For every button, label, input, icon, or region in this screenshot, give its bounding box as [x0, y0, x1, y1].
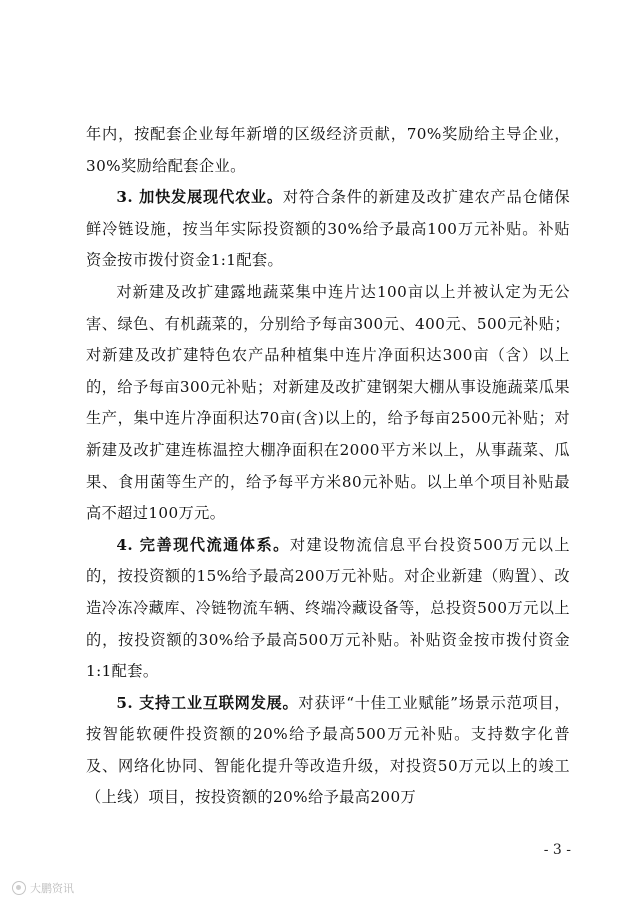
paragraph-2: 3. 加快发展现代农业。对符合条件的新建及改扩建农产品仓储保鲜冷链设施，按当年实际投资额的30%给予最高100万元补贴。补贴资金按市拨付资金1:1配套。 [86, 188, 570, 270]
watermark-logo-icon [12, 881, 26, 895]
paragraph-5: 5. 支持工业互联网发展。对获评“十佳工业赋能”场景示范项目，按智能软硬件投资额的20%给予最高500万元补贴。支持数字化普及、网络化协同、智能化提升等改造升级，对投资50万元以上的竣工（上线）项目，按投资额的20%给予最高200万 [86, 693, 570, 807]
paragraph-1: 年内，按配套企业每年新增的区级经济贡献，70%奖励给主导企业，30%奖励给配套企业。 [86, 125, 570, 175]
watermark [12, 880, 74, 896]
section-heading-3: 3. 加快发展现代农业。 [116, 188, 283, 207]
document-body [86, 119, 570, 814]
page-number: - 3 - [543, 842, 571, 858]
watermark-text: 大鹏资讯 [30, 882, 74, 895]
paragraph-3: 对新建及改扩建露地蔬菜集中连片达100亩以上并被认定为无公害、绿色、有机蔬菜的，分别给予每亩300元、400元、500元补贴；对新建及改扩建特色农产品种植集中连片净面积达300亩（含）以上的，给予每亩300元补贴；对新建及改扩建钢架大棚从事设施蔬菜瓜果生产，集中连片净面积达70亩(含)以上的，给予每亩2500元补贴；对新建及改扩建连栋温控大棚净面积在2000平方米以上，从事蔬菜、瓜果、食用菌等生产的，给予每平方米80元补贴。以上单个项目补贴最高不超过100万元。 [86, 282, 570, 523]
section-heading-4: 4. 完善现代流通体系。 [116, 535, 290, 554]
paragraph-4: 4. 完善现代流通体系。对建设物流信息平台投资500万元以上的，按投资额的15%给予最高200万元补贴。对企业新建（购置）、改造冷冻冷藏库、冷链物流车辆、终端冷藏设备等，总投资500万元以上的，按投资额的30%给予最高500万元补贴。补贴资金按市拨付资金1:1配套。 [86, 535, 570, 681]
section-heading-5: 5. 支持工业互联网发展。 [116, 693, 299, 712]
